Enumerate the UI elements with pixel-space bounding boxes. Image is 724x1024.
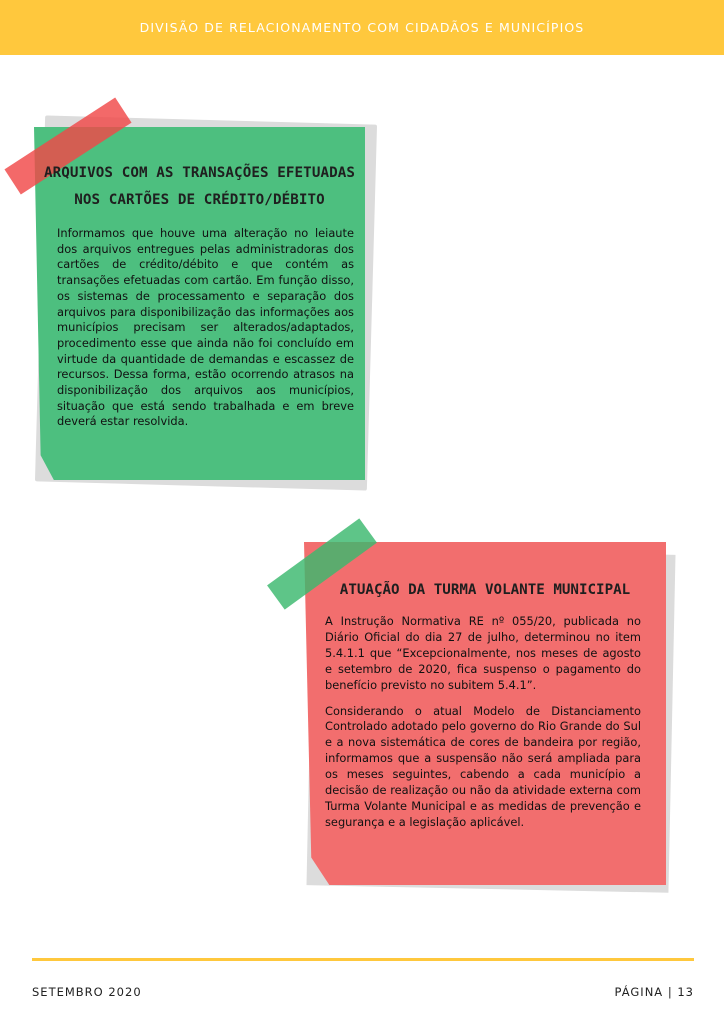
paragraph: A Instrução Normativa RE nº 055/20, publicada no Diário Oficial do dia 27 de julho, determinou no item 5.4.1.1 que “Excepcionalmente, nos meses de agosto e setembro de 2020, fica suspenso o pagamento do benefício previsto no subitem 5.4.1”. <box>325 614 641 692</box>
page-number: PÁGINA | 13 <box>614 985 694 999</box>
note-title-line: NOS CARTÕES DE CRÉDITO/DÉBITO <box>74 192 325 208</box>
note-title-turma-volante: ATUAÇÃO DA TURMA VOLANTE MUNICIPAL <box>339 582 631 598</box>
note-body-card-transactions: Informamos que houve uma alteração no leiaute dos arquivos entregues pelas administradoras dos cartões de crédito/débito e que contém as transações efetuadas com cartão. Em função disso, os sistemas de processamento e separação dos arquivos para disponibilização das informações aos municípios precisam ser alterados/adaptados, procedimento esse que ainda não foi concluído em virtude da quantidade de demandas e escassez de recursos. Dessa forma, estão ocorrendo atrasos na disponibilização dos arquivos aos municípios, situação que está sendo trabalhada e em breve deverá estar resolvida. <box>57 226 354 429</box>
footer-date: SETEMBRO 2020 <box>32 985 142 999</box>
note-title-line: ARQUIVOS COM AS TRANSAÇÕES EFETUADAS <box>43 165 356 181</box>
paragraph: Considerando o atual Modelo de Distanciamento Controlado adotado pelo governo do Rio Grande do Sul e a nova sistemática de cores de bandeira por região, informamos que a suspensão não será ampliada para os meses seguintes, cabendo a cada município a decisão de realização ou não da atividade externa com Turma Volante Municipal e as medidas de prevenção e segurança e a legislação aplicável. <box>325 703 641 829</box>
note-body-turma-volante <box>325 614 641 831</box>
header-bar <box>0 0 724 55</box>
header-title: DIVISÃO DE RELACIONAMENTO COM CIDADÃOS E MUNICÍPIOS <box>139 20 585 35</box>
note-title-card-transactions <box>34 160 365 214</box>
footer-divider <box>32 958 694 961</box>
